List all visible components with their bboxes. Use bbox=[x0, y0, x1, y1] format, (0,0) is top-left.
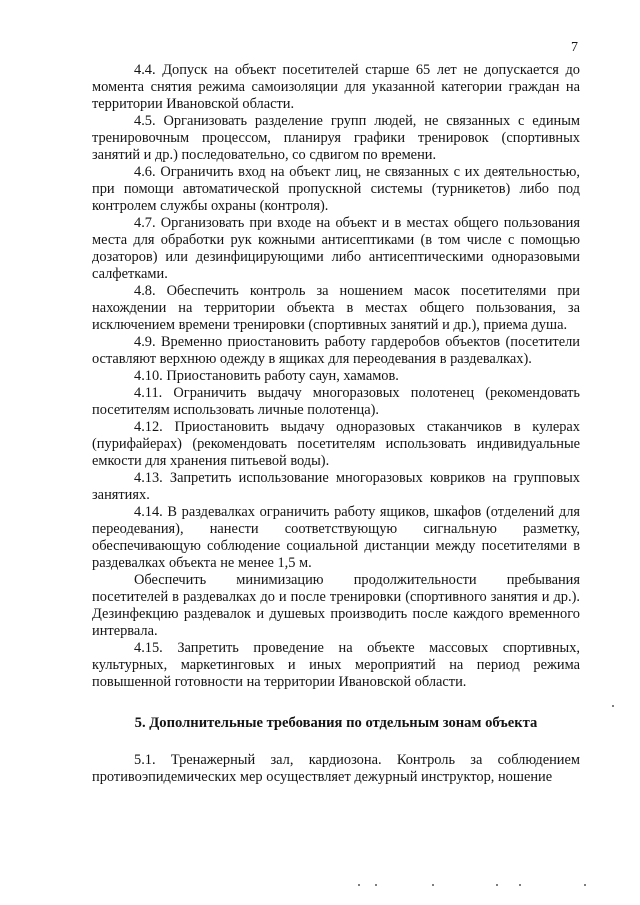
paragraph-4-12: 4.12. Приостановить выдачу одноразовых стаканчиков в кулерах (пурифайерах) (рекомендовать посетителям использовать индивидуальные емкости для хранения питьевой воды). bbox=[92, 419, 580, 469]
paragraph-4-13: 4.13. Запретить использование многоразовых ковриков на групповых занятиях. bbox=[92, 470, 580, 503]
scan-speck bbox=[519, 884, 521, 886]
scan-speck bbox=[375, 884, 377, 886]
scan-speck bbox=[584, 884, 586, 886]
paragraph-4-15: 4.15. Запретить проведение на объекте массовых спортивных, культурных, маркетинговых и иных мероприятий на период режима повышенной готовности на территории Ивановской области. bbox=[92, 640, 580, 690]
paragraph-4-8: 4.8. Обеспечить контроль за ношением масок посетителями при нахождении на территории объекта в местах общего пользования, за исключением времени тренировки (спортивных занятий и др.), приема душа. bbox=[92, 283, 580, 333]
paragraph-4-14-cont: Обеспечить минимизацию продолжительности пребывания посетителей в раздевалках до и после тренировки (спортивного занятия и др.). Дезинфекцию раздевалок и душевых производить после каждого временного интервала. bbox=[92, 572, 580, 639]
paragraph-4-11: 4.11. Ограничить выдачу многоразовых полотенец (рекомендовать посетителям использовать личные полотенца). bbox=[92, 385, 580, 418]
paragraph-5-1: 5.1. Тренажерный зал, кардиозона. Контроль за соблюдением противоэпидемических мер осуществляет дежурный инструктор, ношение bbox=[92, 752, 580, 785]
scan-speck bbox=[612, 705, 614, 707]
scan-speck bbox=[496, 884, 498, 886]
paragraph-4-5: 4.5. Организовать разделение групп людей, не связанных с единым тренировочным процессом, планируя графики тренировок (спортивных занятий и др.) последовательно, со сдвигом по времени. bbox=[92, 113, 580, 163]
paragraph-4-9: 4.9. Временно приостановить работу гардеробов объектов (посетители оставляют верхнюю одежду в ящиках для переодевания в раздевалках). bbox=[92, 334, 580, 367]
page-number: 7 bbox=[571, 40, 578, 55]
document-body bbox=[92, 62, 580, 786]
section-5-heading: 5. Дополнительные требования по отдельным зонам объекта bbox=[134, 715, 538, 731]
paragraph-4-7: 4.7. Организовать при входе на объект и в местах общего пользования места для обработки рук кожными антисептиками (в том числе с помощью дозаторов) или дезинфицирующими либо антисептическими одноразовыми салфетками. bbox=[92, 215, 580, 282]
scan-speck bbox=[432, 884, 434, 886]
paragraph-4-14: 4.14. В раздевалках ограничить работу ящиков, шкафов (отделений для переодевания), нанести соответствующую сигнальную разметку, обеспечивающую соблюдение социальной дистанции между посетителями в раздевалках объекта не менее 1,5 м. bbox=[92, 504, 580, 571]
paragraph-4-4: 4.4. Допуск на объект посетителей старше 65 лет не допускается до момента снятия режима самоизоляции для указанной категории граждан на территории Ивановской области. bbox=[92, 62, 580, 112]
scan-speck bbox=[358, 884, 360, 886]
paragraph-4-6: 4.6. Ограничить вход на объект лиц, не связанных с их деятельностью, при помощи автоматической пропускной системы (турникетов) либо под контролем службы охраны (контроля). bbox=[92, 164, 580, 214]
paragraph-4-10: 4.10. Приостановить работу саун, хамамов. bbox=[134, 368, 399, 384]
